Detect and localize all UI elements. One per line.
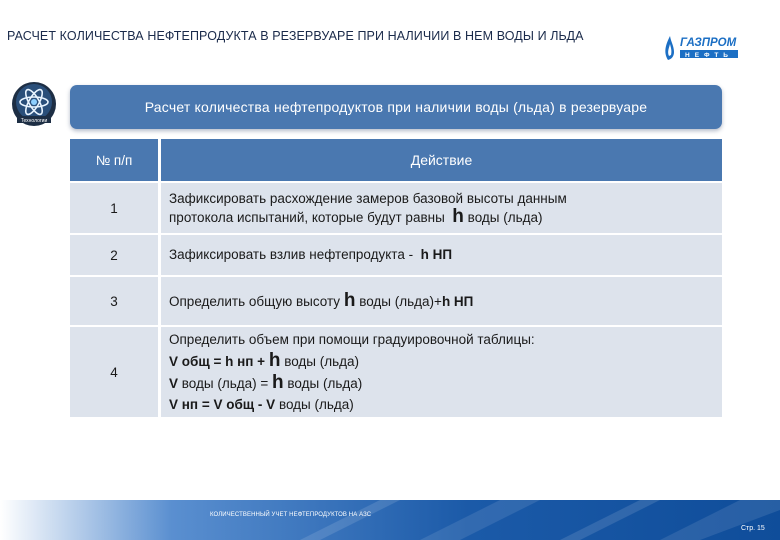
row-text: воды (льда) [278,397,354,412]
row-text: Зафиксировать взлив нефтепродукта - [169,247,414,262]
row-text-bold: V [169,376,179,391]
row-action [161,277,722,325]
table-row [70,183,722,233]
row-text-bold: V нп = V общ - V [169,397,276,412]
footer-text: КОЛИЧЕСТВЕННЫЙ УЧЕТ НЕФТЕПРОДУКТОВ НА АЗС [210,512,372,518]
table-header-row [70,139,722,181]
atom-emblem-icon [10,80,58,128]
row-number: 2 [70,235,161,275]
svg-text:НЕФТЬ: НЕФТЬ [685,52,733,59]
svg-text:ГАЗПРОМ: ГАЗПРОМ [680,37,737,49]
row-text-bold: V общ = h нп + [169,354,266,369]
table-row [70,327,722,417]
column-header-action-label: Действие [410,152,473,168]
height-symbol: h [343,289,356,311]
row-action [161,235,722,275]
page-number: Стр. 15 [741,525,765,532]
height-symbol: h [452,205,464,227]
row-action [161,327,722,417]
column-header-number [70,139,161,181]
row-text-bold: h НП [441,293,474,309]
page-title: РАСЧЕТ КОЛИЧЕСТВА НЕФТЕПРОДУКТА В РЕЗЕРВУАРЕ ПРИ НАЛИЧИИ В НЕМ ВОДЫ И ЛЬДА [7,29,584,43]
section-banner: Расчет количества нефтепродуктов при наличии воды (льда) в резервуаре [70,85,722,129]
row-text: воды (льда) [287,376,363,391]
height-symbol: h [272,372,284,393]
column-header-number-label: № п/п [95,152,133,168]
row-text: воды (льда) [284,354,360,369]
row-text: Определить объем при помощи градуировочной таблицы: [169,332,535,347]
row-text: воды (льда)+ [359,293,442,309]
row-number: 4 [70,327,161,417]
row-text: Зафиксировать расхождение замеров базовой высоты данным [169,190,567,206]
row-text-bold: h НП [420,247,453,262]
row-text: воды (льда) [467,209,543,225]
svg-text:Технологии: Технологии [20,118,48,124]
actions-table [70,137,722,419]
row-text: воды (льда) = [181,376,269,391]
column-header-action [161,139,722,181]
table-row [70,235,722,275]
footer-band [0,500,780,540]
row-action [161,183,722,233]
table-row [70,277,722,325]
row-text: протокола испытаний, которые будут равны [169,209,445,225]
gazprom-neft-logo [662,26,742,62]
row-number: 1 [70,183,161,233]
height-symbol: h [268,350,281,371]
row-number: 3 [70,277,161,325]
row-text: Определить общую высоту [169,293,341,309]
